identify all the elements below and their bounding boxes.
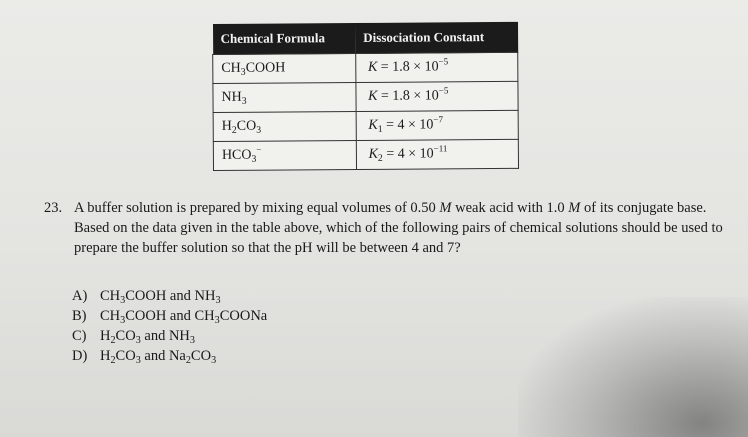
table-row — [213, 139, 518, 170]
formula-cell: $H_2CO_3$ — [213, 111, 356, 141]
table-header-row — [212, 22, 517, 55]
table-row — [213, 110, 518, 141]
constant-cell: $K = 1.8 \times 10^{-5}$ — [356, 81, 519, 111]
answer-choice-a[interactable] — [72, 286, 267, 306]
answer-choice-d[interactable] — [72, 346, 267, 366]
answer-choices — [72, 286, 267, 366]
answer-letter: A) — [72, 288, 88, 304]
constant-cell: $K_2 = 4 \times 10^{-11}$ — [356, 139, 519, 169]
table-row — [213, 81, 518, 112]
formula-cell: $CH_3COOH$ — [213, 54, 356, 84]
answer-text: $CH_3COOH$ and $NH_3$ — [100, 288, 221, 306]
header-dissociation-constant: Dissociation Constant — [355, 22, 518, 54]
photo-shadow — [518, 297, 748, 437]
question-text: A buffer solution is prepared by mixing equal volumes of 0.50 M weak acid with 1.0 M of its conjugate base. Based on the data given in the table above, which of the following pairs of chemical solutions should be used to prepare the buffer solution so that the pH will be between 4 and 7? — [74, 200, 723, 256]
question-number: 23. — [44, 200, 63, 216]
formula-cell: $HCO_3^-$ — [213, 140, 356, 170]
answer-letter: B) — [72, 308, 87, 324]
answer-text: $H_2CO_3$ and $Na_2CO_3$ — [100, 348, 217, 366]
answer-text: $H_2CO_3$ and $NH_3$ — [100, 328, 195, 346]
constant-cell: $K = 1.8 \times 10^{-5}$ — [355, 52, 518, 82]
answer-letter: C) — [72, 328, 87, 344]
dissociation-table — [212, 22, 519, 171]
answer-letter: D) — [72, 348, 88, 364]
constant-cell: $K_1 = 4 \times 10^{-7}$ — [356, 110, 519, 140]
question-23 — [44, 198, 734, 258]
header-chemical-formula: Chemical Formula — [212, 23, 355, 54]
answer-choice-b[interactable] — [72, 306, 267, 326]
answer-choice-c[interactable] — [72, 326, 267, 346]
table-row — [213, 52, 518, 83]
answer-text: $CH_3COOH$ and $CH_3COONa$ — [100, 308, 268, 326]
formula-cell: $NH_3$ — [213, 82, 356, 112]
